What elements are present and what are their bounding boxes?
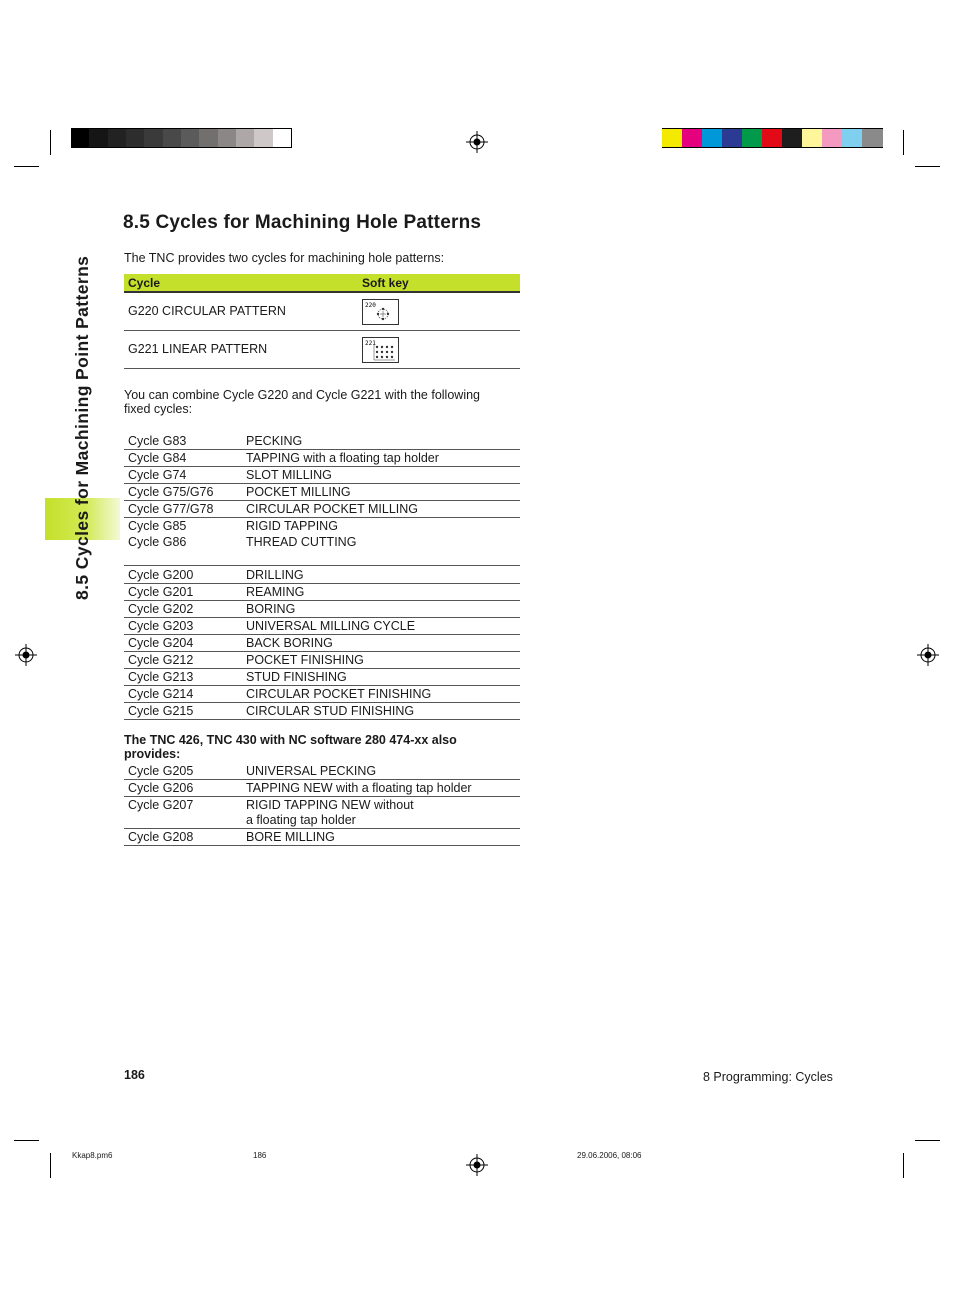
header-cycle: Cycle bbox=[128, 276, 161, 290]
cycle-desc: UNIVERSAL PECKING bbox=[246, 764, 377, 778]
table-row bbox=[124, 763, 520, 780]
table-row bbox=[124, 780, 520, 797]
cycle-name: G220 CIRCULAR PATTERN bbox=[128, 304, 286, 318]
color-swatch bbox=[782, 129, 803, 147]
crop-mark bbox=[50, 130, 51, 155]
crop-mark bbox=[14, 1140, 39, 1141]
cycle-desc: BORING bbox=[246, 602, 296, 616]
page-number: 186 bbox=[124, 1068, 145, 1082]
cycle-id: Cycle G204 bbox=[128, 636, 194, 650]
crop-mark bbox=[915, 166, 940, 167]
table-row bbox=[124, 635, 520, 652]
provides-heading: The TNC 426, TNC 430 with NC software 280 474-xx also provides: bbox=[124, 733, 457, 761]
color-swatch bbox=[742, 129, 763, 147]
color-swatch bbox=[254, 129, 273, 147]
color-swatch bbox=[89, 129, 108, 147]
registration-mark-icon bbox=[15, 644, 37, 666]
color-swatch bbox=[682, 129, 703, 147]
table-row bbox=[124, 484, 520, 501]
cycle-desc: CIRCULAR POCKET MILLING bbox=[246, 502, 419, 516]
cycle-id: Cycle G205 bbox=[128, 764, 194, 778]
cycle-id: Cycle G207 bbox=[128, 798, 194, 812]
intro-text: The TNC provides two cycles for machining hole patterns: bbox=[124, 251, 445, 265]
cycle-desc: PECKING bbox=[246, 434, 303, 448]
cycle-id: Cycle G75/G76 bbox=[128, 485, 214, 499]
registration-mark-icon bbox=[466, 131, 488, 153]
color-swatch bbox=[842, 129, 863, 147]
cycle-desc: BORE MILLING bbox=[246, 830, 335, 844]
cycle-desc: CIRCULAR POCKET FINISHING bbox=[246, 687, 432, 701]
combine-text-line-2: fixed cycles: bbox=[124, 402, 193, 416]
table-row bbox=[124, 501, 520, 518]
table-row bbox=[124, 584, 520, 601]
table-row bbox=[124, 450, 520, 467]
section-heading: 8.5 Cycles for Machining Hole Patterns bbox=[123, 212, 482, 233]
cycle-id: Cycle G208 bbox=[128, 830, 194, 844]
fixed-cycles-table-a bbox=[124, 433, 520, 566]
color-swatch bbox=[71, 129, 90, 147]
color-swatch bbox=[108, 129, 127, 147]
softkey-table-header bbox=[124, 274, 520, 293]
cycle-desc: UNIVERSAL MILLING CYCLE bbox=[246, 619, 416, 633]
registration-mark-icon bbox=[466, 1154, 488, 1176]
table-row bbox=[124, 669, 520, 686]
crop-mark bbox=[915, 1140, 940, 1141]
cycle-id: Cycle G77/G78 bbox=[128, 502, 214, 516]
header-soft-key: Soft key bbox=[362, 276, 409, 290]
crop-mark bbox=[903, 1153, 904, 1178]
color-swatch bbox=[802, 129, 823, 147]
cycle-desc: THREAD CUTTING bbox=[246, 535, 357, 549]
table-row bbox=[124, 518, 520, 534]
cycle-id: Cycle G206 bbox=[128, 781, 194, 795]
color-swatch bbox=[236, 129, 255, 147]
color-swatch bbox=[181, 129, 200, 147]
side-chapter-title-text: 8.5 Cycles for Machining Point Patterns bbox=[72, 255, 92, 600]
cycle-desc: REAMING bbox=[246, 585, 305, 599]
color-swatch bbox=[702, 129, 723, 147]
cycle-id: Cycle G213 bbox=[128, 670, 194, 684]
table-row bbox=[124, 618, 520, 635]
table-row bbox=[124, 534, 520, 566]
cycle-desc: CIRCULAR STUD FINISHING bbox=[246, 704, 415, 718]
new-cycles-table bbox=[124, 763, 520, 846]
cycle-id: Cycle G201 bbox=[128, 585, 194, 599]
cycle-desc: POCKET MILLING bbox=[246, 485, 351, 499]
table-row bbox=[124, 829, 520, 846]
crop-mark bbox=[903, 130, 904, 155]
cycle-id: Cycle G202 bbox=[128, 602, 194, 616]
table-row bbox=[124, 601, 520, 618]
cycle-id: Cycle G212 bbox=[128, 653, 194, 667]
cycle-id: Cycle G86 bbox=[128, 535, 187, 549]
color-swatch bbox=[862, 129, 883, 147]
color-swatch bbox=[273, 129, 292, 147]
cycle-id: Cycle G215 bbox=[128, 704, 194, 718]
color-swatch bbox=[199, 129, 218, 147]
cycle-desc: TAPPING with a floating tap holder bbox=[246, 451, 439, 465]
color-swatch bbox=[163, 129, 182, 147]
cycle-desc-line-2: a floating tap holder bbox=[246, 813, 356, 827]
circular-pattern-icon bbox=[363, 300, 398, 324]
table-row bbox=[124, 293, 520, 331]
color-swatch bbox=[126, 129, 145, 147]
combine-text bbox=[124, 388, 520, 416]
softkey-label: 220 bbox=[365, 302, 376, 309]
color-swatch bbox=[762, 129, 783, 147]
table-row bbox=[124, 797, 520, 829]
cycle-name: G221 LINEAR PATTERN bbox=[128, 342, 268, 356]
cycle-id: Cycle G83 bbox=[128, 434, 187, 448]
softkey-label: 221 bbox=[365, 340, 376, 347]
color-swatch bbox=[218, 129, 237, 147]
cycle-desc: RIGID TAPPING NEW without bbox=[246, 798, 414, 812]
cycle-desc-multiline bbox=[246, 798, 414, 828]
softkey-g221[interactable] bbox=[362, 337, 399, 363]
fixed-cycles-table-b bbox=[124, 567, 520, 720]
table-row bbox=[124, 467, 520, 484]
cycle-desc: RIGID TAPPING bbox=[246, 519, 338, 533]
slug-datetime: 29.06.2006, 08:06 bbox=[577, 1151, 642, 1160]
color-swatch bbox=[822, 129, 843, 147]
cycle-id: Cycle G74 bbox=[128, 468, 187, 482]
table-row bbox=[124, 433, 520, 450]
registration-mark-icon bbox=[917, 644, 939, 666]
chapter-label: 8 Programming: Cycles bbox=[703, 1070, 833, 1084]
cycle-desc: DRILLING bbox=[246, 568, 304, 582]
table-row bbox=[124, 652, 520, 669]
crop-mark bbox=[50, 1153, 51, 1178]
cycle-id: Cycle G85 bbox=[128, 519, 187, 533]
table-row bbox=[124, 331, 520, 369]
slug-file: Kkap8.pm6 bbox=[72, 1151, 113, 1160]
cycle-desc: BACK BORING bbox=[246, 636, 333, 650]
cycle-desc: POCKET FINISHING bbox=[246, 653, 364, 667]
cycle-id: Cycle G203 bbox=[128, 619, 194, 633]
cycle-id: Cycle G84 bbox=[128, 451, 187, 465]
cycle-desc: SLOT MILLING bbox=[246, 468, 332, 482]
crop-mark bbox=[14, 166, 39, 167]
cycle-desc: TAPPING NEW with a floating tap holder bbox=[246, 781, 472, 795]
color-swatch bbox=[662, 129, 683, 147]
cycle-desc: STUD FINISHING bbox=[246, 670, 347, 684]
cycle-id: Cycle G200 bbox=[128, 568, 194, 582]
slug-page: 186 bbox=[253, 1151, 267, 1160]
combine-text-line-1: You can combine Cycle G220 and Cycle G221 with the following bbox=[124, 388, 480, 402]
color-swatch bbox=[144, 129, 163, 147]
color-swatch bbox=[722, 129, 743, 147]
linear-pattern-icon bbox=[363, 338, 398, 362]
softkey-table bbox=[124, 274, 520, 369]
table-row bbox=[124, 567, 520, 584]
softkey-g220[interactable] bbox=[362, 299, 399, 325]
table-row bbox=[124, 703, 520, 720]
cycle-id: Cycle G214 bbox=[128, 687, 194, 701]
table-row bbox=[124, 686, 520, 703]
